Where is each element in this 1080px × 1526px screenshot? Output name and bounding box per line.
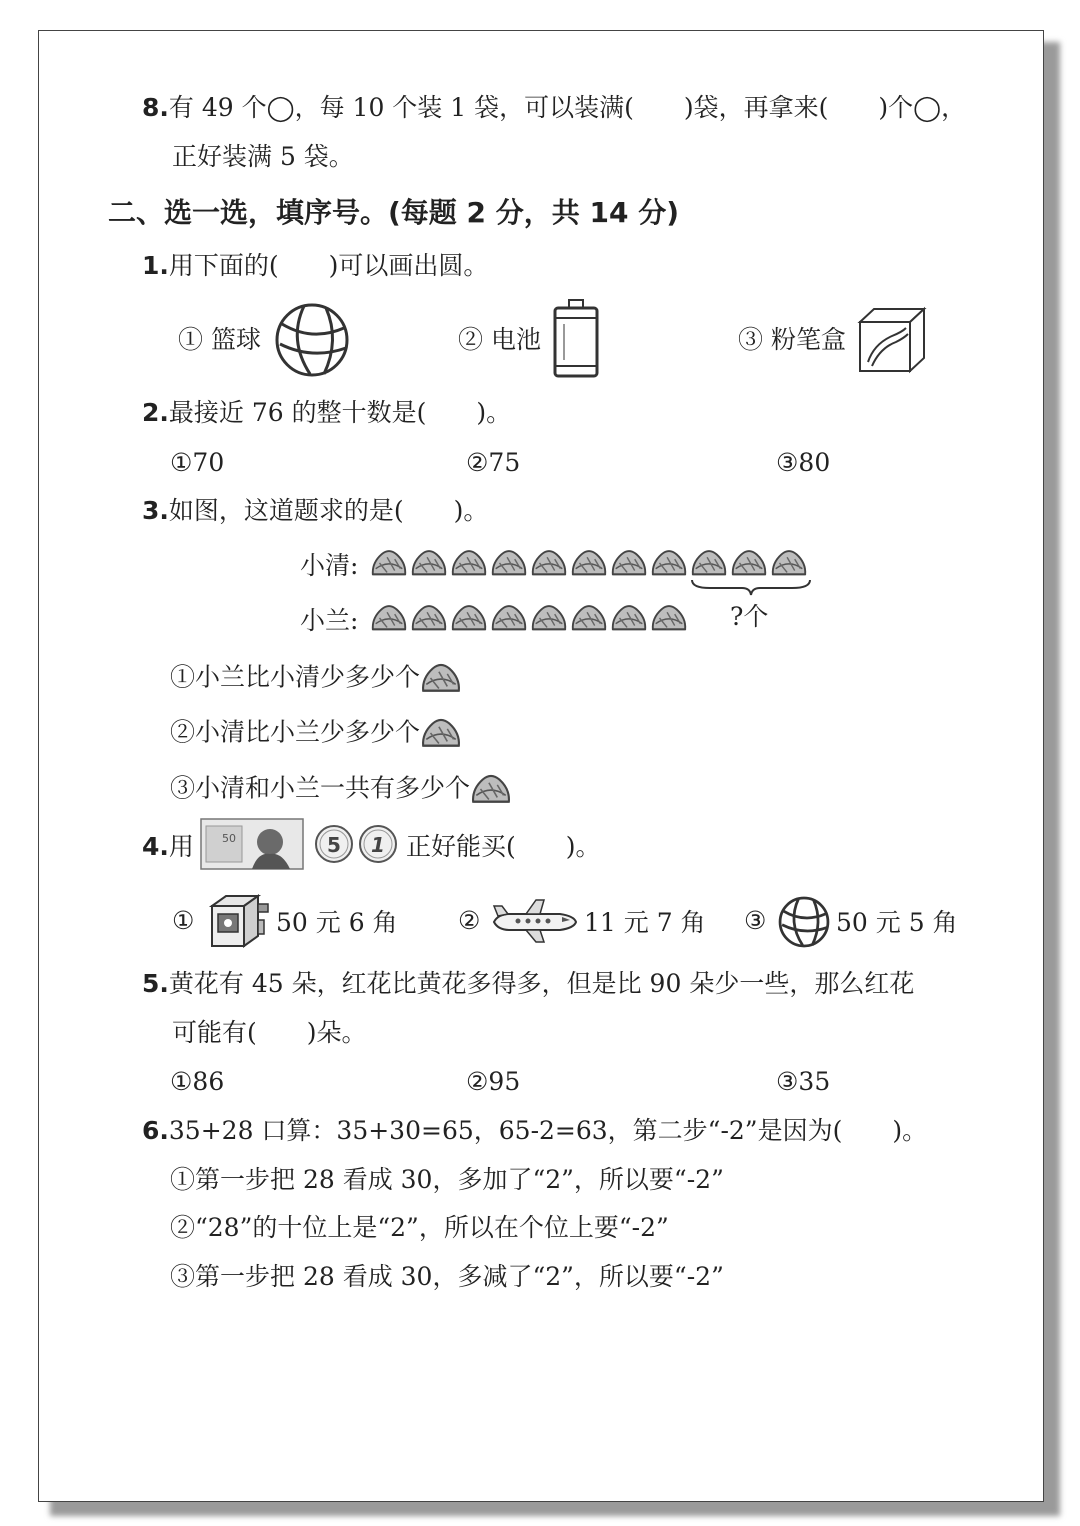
q2-number: 2.	[142, 398, 169, 427]
rice-ball-icon	[420, 714, 462, 754]
rice-ball-icon	[450, 600, 488, 634]
q3-text: 如图，这道题求的是( )。	[168, 496, 489, 525]
q1-option-1: ① 篮球	[178, 325, 261, 354]
rice-ball-icon	[610, 545, 648, 579]
pencil-sharpener-icon	[206, 890, 270, 952]
q6-line	[142, 1118, 927, 1143]
rice-ball-icon	[420, 659, 462, 695]
rice-ball-icon	[770, 545, 808, 579]
coin-one-icon	[358, 824, 398, 864]
coin-one-label: 1	[371, 833, 385, 857]
rice-ball-icon	[690, 545, 728, 579]
q4-option-2-mark: ②	[458, 906, 481, 935]
q4-line-suffix: 正好能买( )。	[406, 832, 601, 861]
q5-number: 5.	[142, 969, 169, 998]
rice-ball-icon	[370, 600, 408, 634]
q2-text: 最接近 76 的整十数是( )。	[168, 398, 512, 427]
battery-icon	[552, 298, 600, 378]
q6-option-3: ③第一步把 28 看成 30，多减了“2”，所以要“-2”	[170, 1262, 724, 1291]
coin-five-label: 5	[327, 833, 341, 857]
q3-option-2-text: ②小清比小兰少多少个	[170, 717, 421, 747]
brace-icon	[690, 578, 812, 596]
q4-line-prefix	[142, 834, 194, 859]
q4-option-3-mark: ③	[744, 906, 767, 935]
q3-line	[142, 498, 488, 523]
rice-ball-icon	[530, 600, 568, 634]
rice-ball-icon	[650, 600, 688, 634]
q6-text: 35+28 口算：35+30=65，65-2=63，第二步“-2”是因为( )。	[168, 1116, 928, 1145]
rice-ball-icon	[410, 600, 448, 634]
basketball-icon	[778, 896, 830, 948]
rice-ball-icon	[410, 545, 448, 579]
q1-option-3: ③ 粉笔盒	[738, 325, 846, 354]
q5-line2: 可能有( )朵。	[172, 1018, 367, 1047]
q2-option-2: ②75	[466, 448, 521, 477]
q1-line	[142, 253, 488, 278]
q5-option-1: ①86	[170, 1067, 225, 1096]
q3-row2-label: 小兰:	[300, 606, 359, 635]
q5-line1	[142, 971, 914, 996]
section-heading: 二、选一选，填序号。(每题 2 分，共 14 分)	[108, 196, 680, 229]
rice-ball-icon	[420, 714, 462, 750]
rice-ball-icon	[470, 770, 512, 810]
rice-ball-icon	[570, 600, 608, 634]
q8-line1	[142, 95, 966, 120]
q4-option-2-price: 11 元 7 角	[584, 908, 706, 937]
q8-text: 有 49 个◯，每 10 个装 1 袋，可以装满( )袋，再拿来( )个◯，	[168, 93, 967, 122]
q3-option-1	[170, 659, 462, 699]
q2-line	[142, 400, 511, 425]
q2-option-3: ③80	[776, 448, 831, 477]
q5-option-2: ②95	[466, 1067, 521, 1096]
rice-ball-icon	[530, 545, 568, 579]
q3-option-3	[170, 770, 512, 810]
q3-option-2	[170, 714, 462, 754]
q1-number: 1.	[142, 251, 169, 280]
rice-ball-icon	[490, 545, 528, 579]
rice-ball-icon	[450, 545, 488, 579]
chalk-box-icon	[856, 306, 928, 374]
q4-number: 4.	[142, 832, 169, 861]
q4-option-1-price: 50 元 6 角	[276, 908, 398, 937]
airplane-icon	[490, 898, 578, 944]
q3-option-1-text: ①小兰比小清少多少个	[170, 662, 421, 692]
rice-ball-icon	[490, 600, 528, 634]
q4-pre: 用	[168, 832, 194, 861]
q3-option-3-text: ③小清和小兰一共有多少个	[170, 773, 471, 803]
rice-ball-icon	[730, 545, 768, 579]
basketball-icon	[274, 302, 350, 378]
q4-option-3-price: 50 元 5 角	[836, 908, 958, 937]
rice-ball-icon	[610, 600, 648, 634]
q6-option-2: ②“28”的十位上是“2”，所以在个位上要“-2”	[170, 1213, 669, 1242]
q2-option-1: ①70	[170, 448, 225, 477]
q8-line2: 正好装满 5 袋。	[172, 142, 354, 171]
rice-ball-icon	[420, 659, 462, 699]
q6-number: 6.	[142, 1116, 169, 1145]
q1-option-2: ② 电池	[458, 325, 541, 354]
rice-ball-icon	[370, 545, 408, 579]
banknote-icon	[200, 818, 304, 870]
q3-row1-label: 小清:	[300, 551, 359, 580]
rice-ball-icon	[470, 770, 512, 806]
q3-number: 3.	[142, 496, 169, 525]
q3-brace-label: ?个	[730, 602, 769, 631]
q5-option-3: ③35	[776, 1067, 831, 1096]
q1-text: 用下面的( )可以画出圆。	[168, 251, 489, 280]
q5-text: 黄花有 45 朵，红花比黄花多得多，但是比 90 朵少一些，那么红花	[168, 969, 915, 998]
coin-five-icon	[314, 824, 354, 864]
q4-option-1-mark: ①	[172, 906, 195, 935]
q8-number: 8.	[142, 93, 169, 122]
rice-ball-icon	[650, 545, 688, 579]
q6-option-1: ①第一步把 28 看成 30，多加了“2”，所以要“-2”	[170, 1165, 724, 1194]
rice-ball-icon	[570, 545, 608, 579]
banknote-value: 50	[222, 832, 236, 845]
